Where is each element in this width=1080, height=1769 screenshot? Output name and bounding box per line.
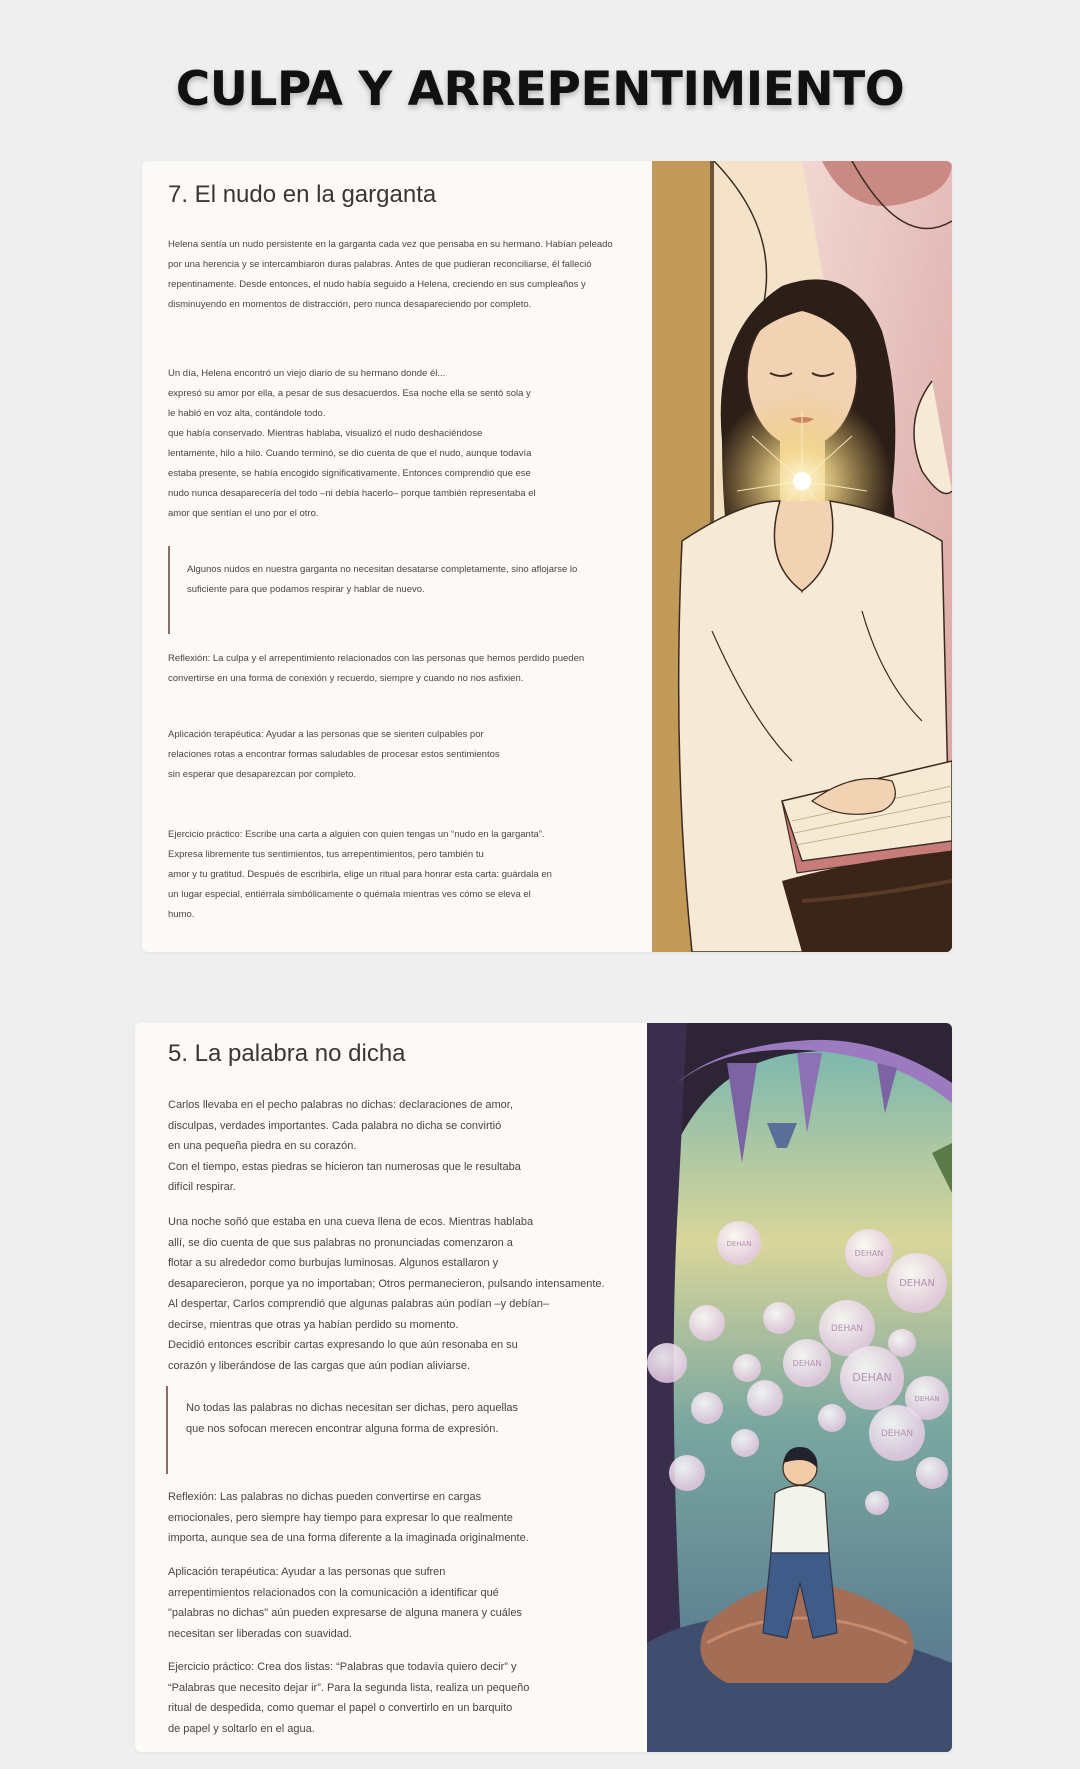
word-bubble [731, 1429, 759, 1457]
bubble-label: DEHAN [854, 1249, 884, 1258]
bubble-label: DEHAN [880, 1429, 914, 1439]
story-card-palabra [135, 1023, 952, 1752]
bubble-label: DEHAN [914, 1395, 940, 1403]
page-title: CULPA Y ARREPENTIMIENTO [175, 62, 905, 117]
story-card-nudo [142, 161, 952, 952]
story-application: Aplicación terapéutica: Ayudar a las personas que sufren arrepentimientos relacionados con la comunicación a identificar qué "palabras no dichas" aún pueden expresarse de alguna manera y cuáles necesitan ser liberadas con suavidad. [168, 1566, 522, 1640]
story-application: Aplicación terapéutica: Ayudar a las personas que se sienten culpables por relaciones rotas a encontrar formas saludables de procesar estos sentimientos sin esperar que desaparezcan por completo. [168, 729, 500, 780]
story-exercise: Ejercicio práctico: Crea dos listas: “Palabras que todavía quiero decir” y “Palabras que necesito dejar ir”. Para la segunda lista, realiza un pequeño ritual de despedida, como quemar el papel o convertirlo en un barquito de papel y soltarlo en el agua. [168, 1661, 530, 1735]
word-bubble [865, 1491, 889, 1515]
word-bubble [916, 1457, 948, 1489]
bubble-label: DEHAN [830, 1324, 864, 1334]
word-bubble [733, 1354, 761, 1382]
story-paragraph: Un día, Helena encontró un viejo diario de su hermano donde él... expresó su amor por ella, a pesar de sus desacuerdos. Esa noche ella se sentó sola y le habló en voz alta, contándole todo. que había conservado. Mientras hablaba, visualizó el nudo deshaciéndose lentamente, hilo a hilo. Cuando terminó, se dio cuenta de que el nudo, aunque todavía estaba presente, se había encogido significativamente. Entonces comprendió que ese nudo nunca desaparecería del todo –ni debía hacerlo– porque también representaba el amor que sentían el uno por el otro. [168, 368, 536, 519]
word-bubble [818, 1404, 846, 1432]
illustration-woman-with-book [652, 161, 952, 952]
word-bubble [747, 1380, 783, 1416]
quote-text: No todas las palabras no dichas necesitan ser dichas, pero aquellas que nos sofocan merecen encontrar alguna forma de expresión. [186, 1402, 519, 1435]
story-exercise: Ejercicio práctico: Escribe una carta a alguien con quien tengas un “nudo en la garganta”. Expresa libremente tus sentimientos, tus arrepentimientos, pero también tu amor y tu gratitud. Después de escribirla, elige un ritual para honrar esta carta: guárdala en un lugar especial, entiérrala simbólicamente o quémala mientras ves cómo se eleva el humo. [168, 829, 552, 920]
story-quote [168, 546, 590, 634]
story-paragraph: Helena sentía un nudo persistente en la garganta cada vez que pensaba en su hermano. Habían peleado por una herencia y se intercambiaron duras palabras. Antes de que pudieran reconciliarse, él falleció repentinamente. Desde entonces, el nudo había seguido a Helena, creciendo en sus cumpleaños y disminuyendo en momentos de distracción, pero nunca desapareciendo por completo. [168, 239, 613, 310]
bubble-label: DEHAN [899, 1278, 935, 1289]
story-reflection: Reflexión: La culpa y el arrepentimiento relacionados con las personas que hemos perdido pueden convertirse en una forma de conexión y recuerdo, siempre y cuando no nos asfixien. [168, 653, 585, 684]
story-title: 7. El nudo en la garganta [168, 181, 437, 208]
bubble-label: DEHAN [852, 1371, 892, 1384]
word-bubble [691, 1392, 723, 1424]
word-bubble [763, 1302, 795, 1334]
story-reflection: Reflexión: Las palabras no dichas pueden convertirse en cargas emocionales, pero siempre hay tiempo para expresar lo que realmente importa, aunque sea de una forma diferente a la imaginada originalmente. [168, 1491, 529, 1544]
illustration-boy-in-cave [647, 1023, 952, 1752]
story-title: 5. La palabra no dicha [168, 1040, 406, 1067]
story-paragraph: Una noche soñó que estaba en una cueva llena de ecos. Mientras hablaba allí, se dio cuenta de que sus palabras no pronunciadas comenzaron a flotar a su alrededor como burbujas luminosas. Algunos estallaron y desaparecieron, porque ya no importaban; Otros permanecieron, pulsando intensamente. Al despertar, Carlos comprendió que algunas palabras aún podían –y debían– decirse, mientras que otras ya habían perdido su momento. Decidió entonces escribir cartas expresando lo que aún resonaba en su corazón y liberándose de las cargas que aún podían aliviarse. [168, 1216, 605, 1372]
word-bubble [669, 1455, 705, 1491]
story-quote [166, 1386, 588, 1474]
quote-text: Algunos nudos en nuestra garganta no necesitan desatarse completamente, sino aflojarse lo suficiente para que podamos respirar y hablar de nuevo. [187, 564, 578, 595]
word-bubble [689, 1305, 725, 1341]
word-bubble [647, 1343, 687, 1383]
word-bubble [888, 1329, 916, 1357]
bubble-label: DEHAN [792, 1359, 822, 1368]
story-paragraph: Carlos llevaba en el pecho palabras no dichas: declaraciones de amor, disculpas, verdades importantes. Cada palabra no dicha se convirtió en una pequeña piedra en su corazón. Con el tiempo, estas piedras se hicieron tan numerosas que le resultaba difícil respirar. [168, 1099, 521, 1193]
bubble-label: DEHAN [726, 1240, 752, 1248]
